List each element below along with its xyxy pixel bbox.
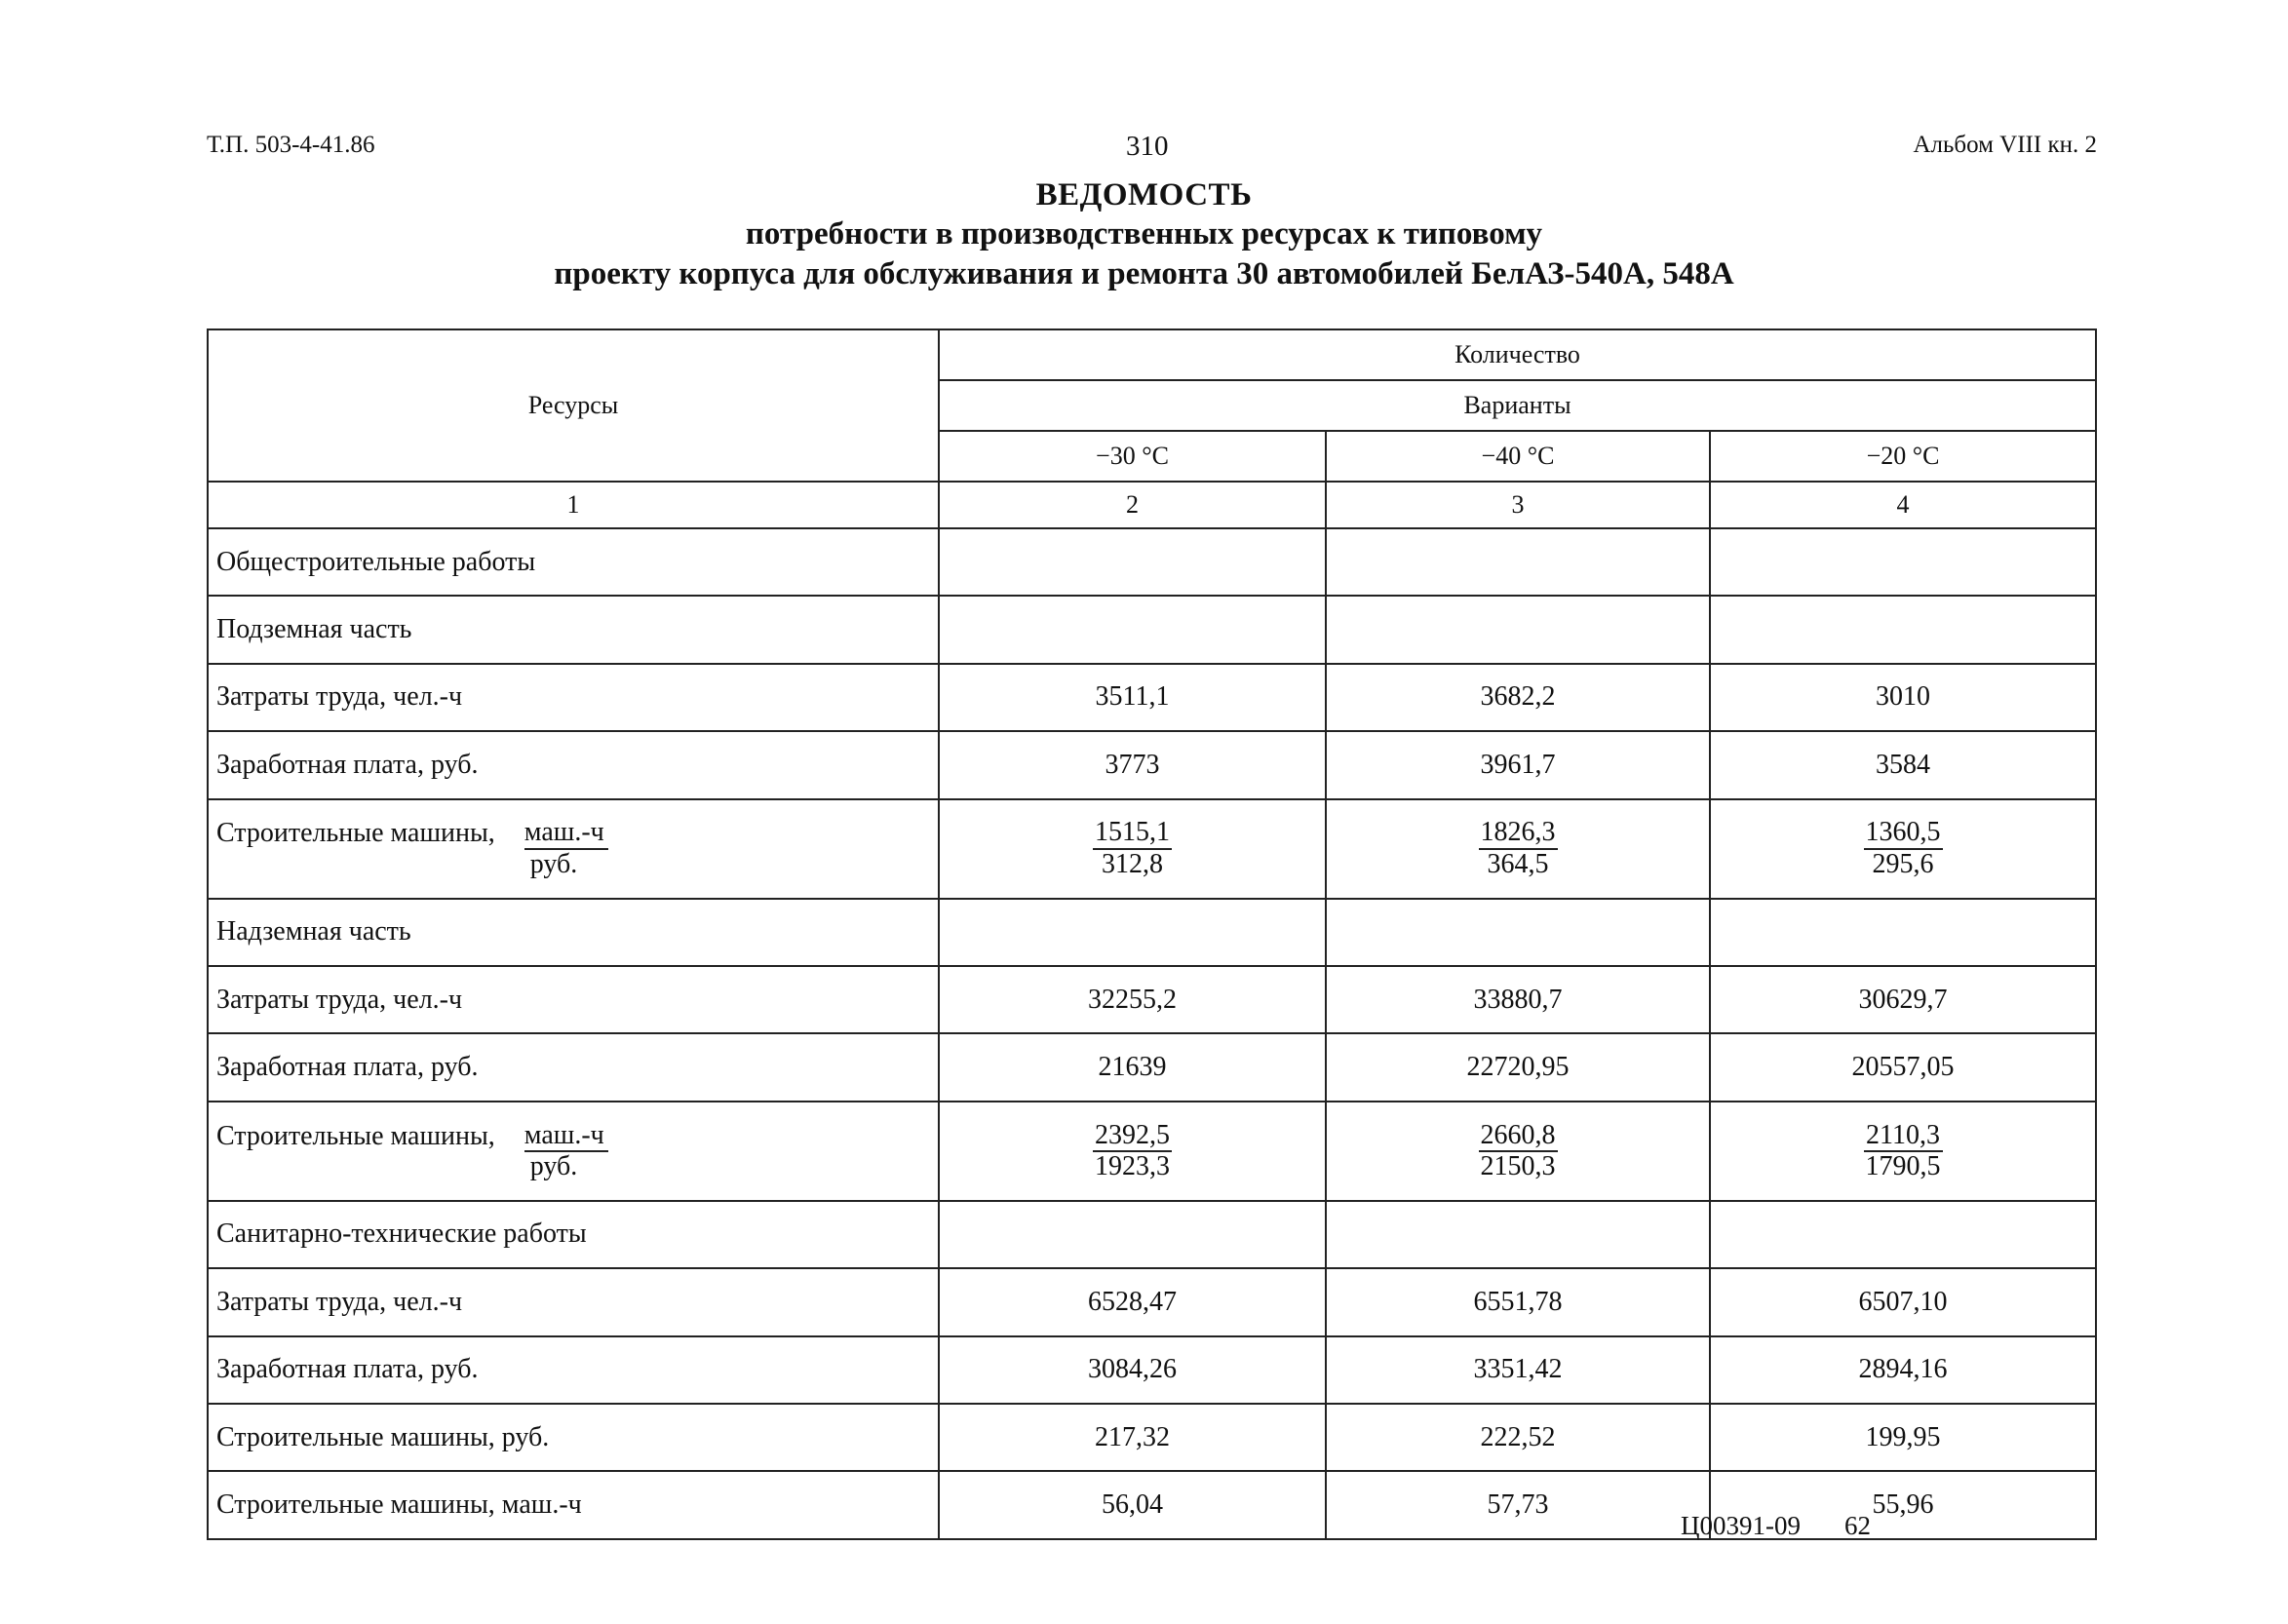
row-label [208,596,939,663]
value-numerator: 1360,5 [1864,818,1943,849]
value-cell [1710,664,2096,731]
value-cell [939,799,1326,899]
value-cell [1710,731,2096,798]
value-cell [1326,1404,1710,1471]
table-row [208,966,2096,1033]
row-label-text: Общестроительные работы [216,546,536,577]
unit-fraction [524,1121,608,1181]
value-fraction [1093,1121,1172,1181]
value-text: 6551,78 [1473,1286,1563,1317]
value-cell [939,899,1326,966]
unit-numerator: маш.-ч [524,818,608,849]
value-denominator: 1923,3 [1095,1150,1170,1181]
value-cell [939,1201,1326,1268]
variants-header: Варианты [939,380,2096,431]
value-text: 3584 [1876,749,1931,780]
footer-code: Ц00391-09 [1681,1511,1801,1540]
value-text: 3682,2 [1480,681,1556,713]
title-line-2: потребности в производственных ресурсах к типовому [745,216,1543,252]
value-fraction [1864,1121,1943,1181]
value-text: 217,32 [1095,1421,1170,1452]
column-number: 4 [1710,482,2096,528]
column-number: 1 [208,482,939,528]
value-numerator: 2110,3 [1864,1121,1943,1152]
quantity-header: Количество [939,329,2096,380]
value-cell [1710,1268,2096,1335]
value-cell [1710,799,2096,899]
row-label-text: Заработная плата, руб. [216,1052,479,1083]
value-numerator: 2660,8 [1479,1121,1558,1152]
value-cell [1326,799,1710,899]
unit-fraction [524,818,608,878]
value-cell [1326,528,1710,596]
table-row [208,731,2096,798]
value-text: 6528,47 [1088,1286,1177,1317]
resources-header: Ресурсы [208,329,939,482]
column-number: 3 [1326,482,1710,528]
row-label-text: Надземная часть [216,916,411,947]
value-numerator: 2392,5 [1093,1121,1172,1152]
value-cell [1710,596,2096,663]
row-label-text: Санитарно-технические работы [216,1218,587,1250]
row-label [208,1268,939,1335]
value-text: 3961,7 [1480,749,1556,780]
value-fraction [1479,818,1558,878]
table-row [208,899,2096,966]
value-cell [1326,1268,1710,1335]
value-cell [1326,1102,1710,1201]
value-cell [1326,1336,1710,1404]
value-denominator: 2150,3 [1480,1150,1556,1181]
table-row [208,596,2096,663]
value-text: 199,95 [1865,1421,1941,1452]
unit-numerator: маш.-ч [524,1121,608,1152]
row-label [208,664,939,731]
row-label-text: Затраты труда, чел.-ч [216,681,463,713]
value-fraction [1479,1121,1558,1181]
value-cell [1710,1201,2096,1268]
row-label-text: Затраты труда, чел.-ч [216,984,463,1015]
document-title [0,175,2288,293]
table-row [208,1033,2096,1101]
value-cell [939,528,1326,596]
value-fraction [1093,818,1172,878]
row-label-text: Строительные машины, руб. [216,1421,550,1452]
row-label [208,899,939,966]
table-row [208,664,2096,731]
table-row [208,799,2096,899]
value-cell [1326,596,1710,663]
value-cell [1326,899,1710,966]
value-denominator: 295,6 [1872,848,1934,879]
value-cell [1710,1102,2096,1201]
unit-denominator: руб. [529,848,578,879]
value-text: 6507,10 [1858,1286,1948,1317]
section-heading [208,1201,939,1268]
value-cell [1326,966,1710,1033]
value-cell [1326,664,1710,731]
value-cell [1326,1033,1710,1101]
value-cell [939,1336,1326,1404]
value-cell [939,1033,1326,1101]
row-label [208,799,939,899]
row-label [208,1471,939,1538]
value-cell [939,596,1326,663]
row-label [208,966,939,1033]
value-denominator: 1790,5 [1865,1150,1941,1181]
value-text: 3511,1 [1095,681,1170,713]
column-number: 2 [939,482,1326,528]
table-row [208,1336,2096,1404]
row-label-text: Заработная плата, руб. [216,749,479,780]
document-code: Т.П. 503-4-41.86 [207,132,375,158]
variant-header: −30 °С [939,431,1326,482]
row-label-text: Заработная плата, руб. [216,1354,479,1385]
row-label [208,1336,939,1404]
value-cell [939,1404,1326,1471]
table-row [208,1404,2096,1471]
value-text: 57,73 [1487,1489,1549,1520]
value-cell [939,966,1326,1033]
row-label-text: Строительные машины, [216,1120,495,1151]
value-fraction [1864,818,1943,878]
value-text: 3773 [1105,749,1160,780]
value-cell [1710,1033,2096,1101]
value-text: 21639 [1098,1052,1167,1083]
row-label-text: Затраты труда, чел.-ч [216,1286,463,1317]
value-text: 3084,26 [1088,1354,1177,1385]
value-text: 3010 [1876,681,1931,713]
variant-header: −20 °С [1710,431,2096,482]
table-row [208,1201,2096,1268]
value-text: 20557,05 [1851,1052,1955,1083]
table-row [208,1102,2096,1201]
value-cell [1710,528,2096,596]
value-cell [939,1268,1326,1335]
value-text: 2894,16 [1858,1354,1948,1385]
value-cell [1326,1201,1710,1268]
title-main: ВЕДОМОСТЬ [1035,177,1253,213]
row-label [208,1404,939,1471]
row-label [208,1102,939,1201]
value-text: 3351,42 [1473,1354,1563,1385]
table-row [208,1268,2096,1335]
value-text: 56,04 [1102,1489,1163,1520]
value-denominator: 312,8 [1102,848,1163,879]
value-numerator: 1515,1 [1093,818,1172,849]
value-cell [1710,899,2096,966]
value-cell [1710,1336,2096,1404]
value-cell [1710,966,2096,1033]
album-reference: Альбом VIII кн. 2 [1913,132,2097,158]
row-label-text: Строительные машины, [216,818,495,849]
page-number: 310 [1126,131,1169,162]
value-denominator: 364,5 [1487,848,1549,879]
value-cell [939,1102,1326,1201]
value-text: 55,96 [1872,1489,1934,1520]
row-label [208,1033,939,1101]
footer-number: 62 [1844,1511,1871,1540]
unit-denominator: руб. [529,1150,578,1181]
value-text: 22720,95 [1466,1052,1570,1083]
variant-header: −40 °С [1326,431,1710,482]
value-cell [1326,731,1710,798]
value-cell [1326,1471,1710,1538]
value-cell [939,731,1326,798]
table-row [208,528,2096,596]
resources-table [207,329,2097,1540]
value-text: 33880,7 [1473,984,1563,1015]
row-label-text: Строительные машины, маш.-ч [216,1489,582,1520]
value-cell [1710,1404,2096,1471]
value-text: 32255,2 [1088,984,1177,1015]
value-numerator: 1826,3 [1479,818,1558,849]
title-line-3: проекту корпуса для обслуживания и ремонта 30 автомобилей БелАЗ-540А, 548А [554,255,1734,291]
value-text: 222,52 [1480,1421,1556,1452]
row-label-text: Подземная часть [216,614,412,645]
section-heading [208,528,939,596]
value-text: 30629,7 [1858,984,1948,1015]
row-label [208,731,939,798]
value-cell [939,664,1326,731]
table-row [208,1471,2096,1538]
value-cell [939,1471,1326,1538]
